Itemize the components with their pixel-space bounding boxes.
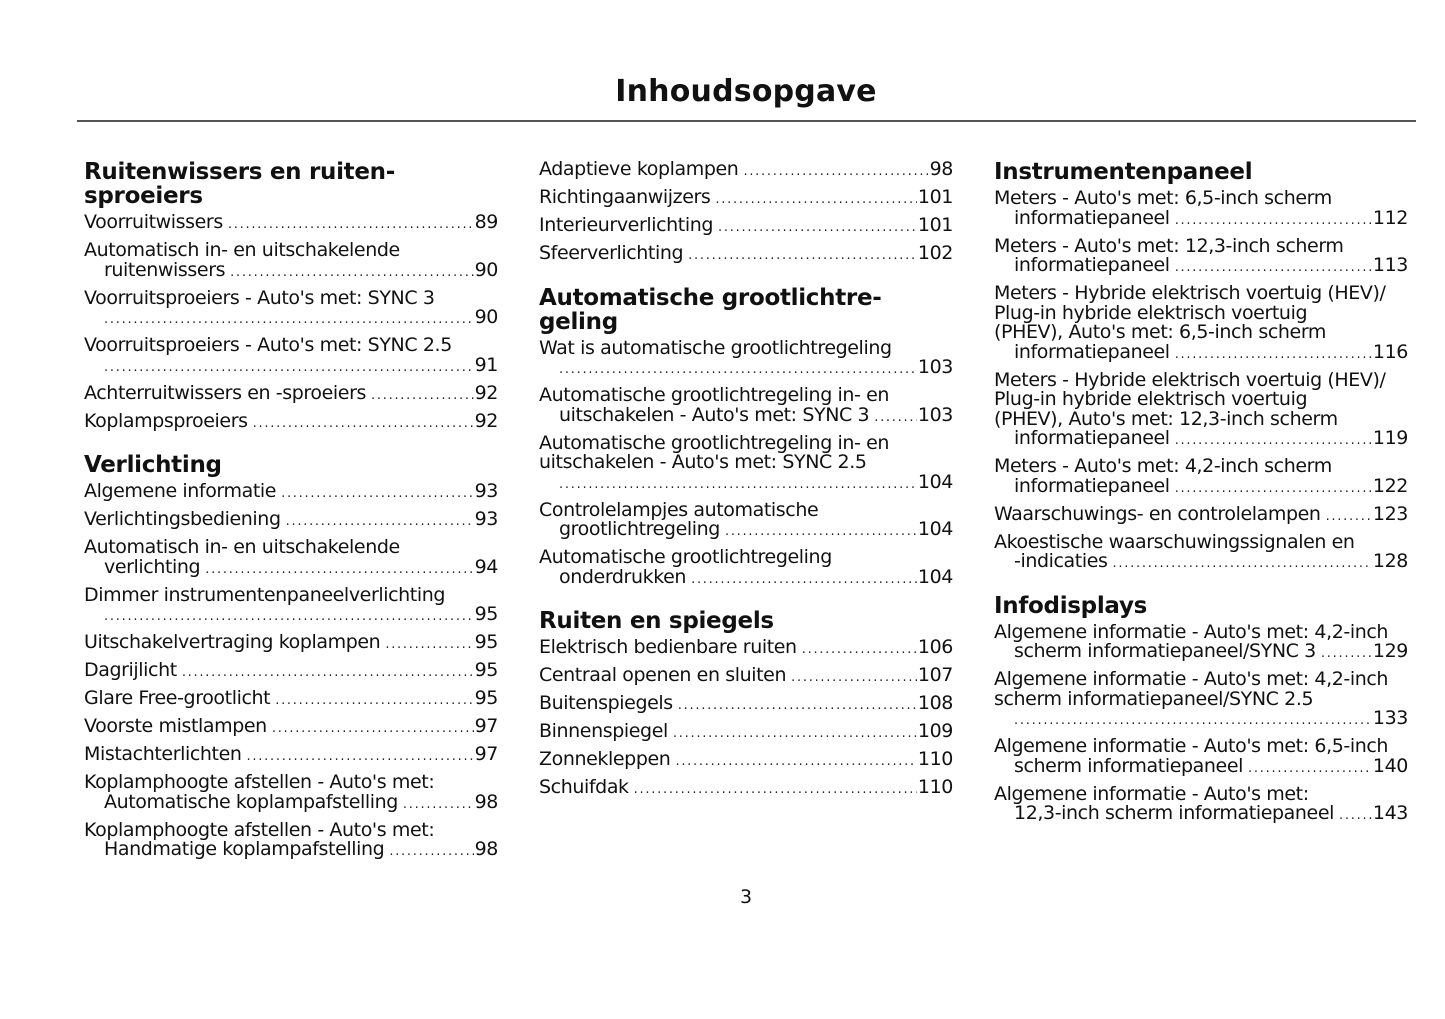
toc-entry[interactable] [994,670,1408,731]
entry-last-line [559,358,953,380]
entry-page-number[interactable]: 90 [474,258,498,281]
toc-section [994,160,1408,574]
entry-text-line: ruitenwissers [104,258,226,281]
entry-last-line [539,694,953,716]
entry-page-number[interactable]: 113 [1372,254,1408,276]
section-heading [994,594,1408,618]
dot-leader [253,414,474,434]
entry-page-number[interactable]: 93 [474,480,498,502]
section-heading [84,160,498,208]
dot-leader [559,475,917,495]
entry-page-number[interactable]: 92 [474,409,498,432]
entry-text-line: Centraal openen en sluiten [539,664,787,686]
entry-text-line: scherm informatiepaneel/SYNC 3 [1014,640,1316,662]
dot-leader [104,310,474,330]
entry-page-number[interactable]: 133 [1372,707,1408,729]
entry-last-line [104,605,498,627]
dot-leader [104,607,474,627]
toc-column-1 [84,160,498,882]
dot-leader [691,570,917,590]
entry-text-line: Plug-in hybride elektrisch voertuig [994,301,1308,324]
entry-page-number[interactable]: 109 [917,720,953,742]
entry-text-line: Meters - Auto's met: 6,5-inch scherm [994,187,1332,209]
entry-page-number[interactable]: 106 [917,636,953,658]
entry-last-line [104,790,498,815]
entry-last-line [104,555,498,580]
entry-text-line: Interieurverlichting [539,214,714,236]
toc-entry[interactable] [84,482,498,504]
entry-text-line: Automatisch in- en uitschakelende [84,536,400,558]
entry-text-line: Glare Free-grootlicht [84,687,271,709]
entry-text-line: Algemene informatie [84,480,277,502]
dot-leader [802,640,917,660]
entry-page-number[interactable]: 116 [1372,340,1408,363]
toc-entry[interactable] [539,548,953,589]
entry-text-line: Plug-in hybride elektrisch voertuig [994,388,1308,410]
entry-page-number[interactable]: 98 [474,838,498,860]
title-divider [77,120,1416,122]
dot-leader [675,752,916,772]
toc-entry[interactable] [994,782,1408,826]
toc-section [539,609,953,800]
entry-text-line: Richtingaanwijzers [539,186,711,208]
toc-entry[interactable] [539,778,953,800]
dot-leader [371,386,474,406]
dot-leader [1175,211,1372,231]
entry-text-line: Automatische grootlichtregeling in- en [539,384,890,406]
entry-page-number[interactable]: 112 [1372,206,1408,229]
dot-leader [228,215,474,235]
section-heading-line: Automatische grootlichtre- [539,284,882,311]
toc-entry[interactable] [994,189,1408,230]
dot-leader [275,691,473,711]
entry-last-line [1014,709,1408,731]
entry-page-number[interactable]: 95 [474,631,498,653]
entry-page-number[interactable]: 95 [474,659,498,681]
toc-entry[interactable] [84,745,498,767]
section-heading-line: sproeiers [84,183,203,209]
toc-entry[interactable] [84,583,498,627]
entry-last-line [84,633,498,655]
entry-text-line: Automatische grootlichtregeling in- en [539,431,890,454]
entry-text-line: Voorruitsproeiers - Auto's met: SYNC 3 [84,286,435,309]
entry-text-line: Algemene informatie - Auto's met: 4,2-inch [994,668,1389,690]
dot-leader [286,512,474,532]
toc-entry[interactable] [84,336,498,377]
entry-text-line: Mistachterlichten [84,743,242,765]
entry-last-line [1014,474,1408,499]
dot-leader [1326,507,1372,527]
entry-text-line: Wat is automatische grootlichtregeling [539,336,892,359]
entry-page-number[interactable]: 103 [917,356,953,378]
entry-last-line [104,353,498,378]
section-heading [539,609,953,633]
entry-last-line [1014,206,1408,231]
entry-text-line: Waarschuwings- en controlelampen [994,502,1321,525]
toc-entry[interactable] [539,694,953,716]
toc-entry[interactable] [539,386,953,427]
toc-entry[interactable] [994,368,1408,451]
entry-text-line: Algemene informatie - Auto's met: 4,2-inch [994,620,1389,643]
entry-text-line: Koplampsproeiers [84,409,248,432]
dot-leader [1248,759,1372,779]
entry-last-line [84,745,498,767]
toc-entry[interactable] [84,538,498,579]
entry-page-number[interactable]: 95 [474,687,498,709]
toc-section [84,160,498,433]
entry-text-line: Uitschakelvertraging koplampen [84,631,381,653]
dot-leader [281,484,474,504]
entry-page-number[interactable]: 107 [917,664,953,686]
entry-last-line [539,778,953,800]
entry-text-line: -indicaties [1014,550,1108,572]
entry-last-line [539,722,953,744]
toc-entry[interactable] [539,160,953,182]
entry-last-line [539,244,953,266]
entry-text-line: Controlelampjes automatische [539,498,819,521]
entry-page-number[interactable]: 98 [929,158,953,180]
toc-section [84,453,498,862]
entry-text-line: informatiepaneel [1014,206,1170,229]
entry-page-number[interactable]: 95 [474,603,498,625]
entry-last-line [1014,642,1408,664]
entry-text-line: verlichting [104,555,201,578]
toc-entry[interactable] [539,244,953,266]
section-heading [994,160,1408,184]
entry-text-line: Akoestische waarschuwingssignalen en [994,530,1355,553]
section-heading-line: geling [539,308,618,335]
toc-entry[interactable] [539,750,953,772]
entry-page-number[interactable]: 104 [917,565,953,588]
entry-page-number[interactable]: 119 [1372,427,1408,449]
entry-page-number[interactable]: 97 [474,715,498,737]
dot-leader [272,719,474,739]
entry-last-line [559,403,953,428]
toc-column-2 [539,160,953,820]
entry-text-line: Achterruitwissers en -sproeiers [84,381,366,404]
dot-leader [678,696,917,716]
dot-leader [182,663,474,683]
entry-text-line: scherm informatiepaneel/SYNC 2.5 [994,687,1314,710]
entry-last-line [84,482,498,504]
entry-last-line [1014,340,1408,365]
entry-page-number[interactable]: 104 [917,470,953,493]
entry-page-number[interactable]: 108 [917,692,953,714]
dot-leader [718,218,917,238]
toc-entry[interactable] [539,216,953,238]
entry-page-number[interactable]: 90 [474,306,498,328]
toc-entry[interactable] [994,737,1408,778]
section-heading-line: Verlichting [84,452,222,478]
toc-section [539,286,953,590]
page-title: Inhoudsopgave [615,74,877,109]
dot-leader [1014,711,1372,731]
entry-page-number[interactable]: 129 [1372,640,1408,662]
entry-last-line [539,188,953,210]
entry-text-line: Automatisch in- en uitschakelende [84,239,400,261]
entry-last-line [1014,429,1408,451]
entry-page-number[interactable]: 122 [1372,474,1408,497]
section-heading-line: Ruiten en spiegels [539,608,774,634]
entry-text-line: Voorruitsproeiers - Auto's met: SYNC 2.5 [84,334,452,356]
entry-last-line [559,470,953,495]
entry-text-line: Koplamphoogte afstellen - Auto's met: [84,771,435,793]
toc-column-3 [994,160,1408,846]
toc-entry[interactable] [84,818,498,862]
toc-entry[interactable] [84,661,498,683]
toc-entry[interactable] [994,234,1408,278]
entry-page-number[interactable]: 91 [474,353,498,376]
entry-text-line: uitschakelen - Auto's met: SYNC 2.5 [539,451,867,473]
entry-text-line: Verlichtingsbediening [84,508,281,530]
entry-text-line: Handmatige koplampafstelling [104,838,385,860]
toc-section [539,160,953,266]
entry-text-line: Elektrisch bedienbare ruiten [539,636,797,658]
entry-last-line [1014,754,1408,779]
entry-last-line [1014,552,1408,574]
entry-text-line: Algemene informatie - Auto's met: 6,5-inch [994,735,1389,757]
entry-page-number[interactable]: 98 [474,790,498,813]
toc-entry[interactable] [994,457,1408,498]
entry-last-line [84,689,498,711]
toc-entry[interactable] [539,666,953,688]
toc-entry[interactable] [84,241,498,282]
entry-page-number[interactable]: 140 [1372,754,1408,777]
entry-page-number[interactable]: 101 [917,186,953,208]
entry-text-line: 12,3-inch scherm informatiepaneel [1014,802,1334,824]
toc-entry[interactable] [84,286,498,330]
entry-page-number[interactable]: 89 [474,211,498,233]
dot-leader [1175,258,1372,278]
entry-text-line: informatiepaneel [1014,254,1170,276]
toc-entry[interactable] [539,431,953,495]
dot-leader [1175,479,1372,499]
entry-last-line [104,840,498,862]
dot-leader [743,162,928,182]
toc-entry[interactable] [84,381,498,406]
entry-page-number[interactable]: 103 [917,403,953,426]
toc-entry[interactable] [84,510,498,532]
entry-last-line [84,717,498,739]
entry-page-number[interactable]: 102 [917,242,953,264]
dot-leader [1175,345,1372,365]
entry-page-number[interactable]: 94 [474,555,498,578]
entry-text-line: Algemene informatie - Auto's met: [994,782,1309,805]
entry-text-line: Buitenspiegels [539,692,673,714]
toc-entry[interactable] [539,638,953,660]
toc-section [994,594,1408,826]
dot-leader [205,560,473,580]
toc-entry[interactable] [539,722,953,744]
dot-leader [389,842,473,862]
dot-leader [725,522,917,542]
dot-leader [230,263,473,283]
entry-text-line: Automatische grootlichtregeling [539,546,832,568]
dot-leader [715,190,917,210]
toc-entry[interactable] [84,717,498,739]
entry-text-line: uitschakelen - Auto's met: SYNC 3 [559,403,870,426]
entry-page-number[interactable]: 143 [1372,802,1408,824]
dot-leader [385,635,473,655]
toc-entry[interactable] [84,213,498,235]
page-number: 3 [739,886,753,908]
dot-leader [1321,644,1372,664]
entry-last-line [1014,804,1408,826]
entry-last-line [539,638,953,660]
entry-last-line [539,666,953,688]
entry-page-number[interactable]: 97 [474,743,498,765]
entry-last-line [539,750,953,772]
entry-text-line: Meters - Hybride elektrisch voertuig (HEV)/ [994,282,1386,304]
entry-text-line: scherm informatiepaneel [1014,754,1243,777]
dot-leader [559,360,917,380]
entry-text-line: onderdrukken [559,565,687,588]
toc-entry[interactable] [84,633,498,655]
entry-text-line: Meters - Auto's met: 4,2-inch scherm [994,455,1332,477]
entry-page-number[interactable]: 93 [474,508,498,530]
entry-text-line: Voorste mistlampen [84,715,267,737]
entry-last-line [84,661,498,683]
entry-last-line [1014,256,1408,278]
toc-entry[interactable] [539,336,953,380]
entry-last-line [84,510,498,532]
dot-leader [247,747,474,767]
entry-last-line [84,381,498,406]
toc-entry[interactable] [994,530,1408,574]
toc-entry[interactable] [994,620,1408,664]
entry-text-line: Automatische koplampafstelling [104,790,398,813]
entry-page-number[interactable]: 128 [1372,550,1408,572]
toc-entry[interactable] [994,502,1408,527]
entry-page-number[interactable]: 110 [917,776,953,798]
entry-text-line: Binnenspiegel [539,720,668,742]
entry-text-line: Adaptieve koplampen [539,158,739,180]
toc-entry[interactable] [539,188,953,210]
entry-last-line [84,213,498,235]
entry-last-line [539,216,953,238]
entry-last-line [994,502,1408,527]
dot-leader [1339,806,1372,826]
dot-leader [791,668,917,688]
entry-text-line: Sfeerverlichting [539,242,684,264]
dot-leader [634,780,917,800]
entry-text-line: Dagrijlicht [84,659,177,681]
toc-entry[interactable] [994,284,1408,364]
entry-text-line: (PHEV), Auto's met: 12,3-inch scherm [994,407,1338,430]
entry-text-line: Zonnekleppen [539,748,671,770]
entry-page-number[interactable]: 110 [917,748,953,770]
toc-entry[interactable] [84,773,498,814]
toc-entry[interactable] [84,689,498,711]
dot-leader [874,408,917,428]
dot-leader [1175,431,1372,451]
section-heading-line: Infodisplays [994,592,1148,619]
entry-last-line [104,308,498,330]
entry-last-line [104,258,498,283]
entry-text-line: Schuifdak [539,776,629,798]
dot-leader [673,724,917,744]
entry-last-line [84,409,498,434]
entry-page-number[interactable]: 123 [1372,502,1408,525]
section-heading-line: Instrumentenpaneel [994,159,1253,185]
entry-text-line: grootlichtregeling [559,518,720,540]
entry-last-line [559,520,953,542]
section-heading [539,286,953,334]
dot-leader [104,358,474,378]
entry-page-number[interactable]: 104 [917,518,953,540]
entry-page-number[interactable]: 92 [474,381,498,404]
entry-text-line: Koplamphoogte afstellen - Auto's met: [84,818,435,841]
entry-last-line [559,565,953,590]
toc-entry[interactable] [84,409,498,434]
entry-text-line: Voorruitwissers [84,211,223,233]
dot-leader [1113,554,1372,574]
dot-leader [688,246,917,266]
entry-text-line: informatiepaneel [1014,474,1170,497]
toc-entry[interactable] [539,498,953,542]
entry-text-line: informatiepaneel [1014,340,1170,363]
entry-text-line: (PHEV), Auto's met: 6,5-inch scherm [994,321,1326,343]
entry-page-number[interactable]: 101 [917,214,953,236]
dot-leader [403,795,474,815]
entry-text-line: informatiepaneel [1014,427,1170,449]
section-heading-line: Ruitenwissers en ruiten- [84,159,395,185]
entry-last-line [539,160,953,182]
entry-text-line: Meters - Auto's met: 12,3-inch scherm [994,234,1344,257]
entry-text-line: Dimmer instrumentenpaneelverlichting [84,583,446,606]
entry-text-line: Meters - Hybride elektrisch voertuig (HEV)/ [994,368,1386,391]
section-heading [84,453,498,477]
